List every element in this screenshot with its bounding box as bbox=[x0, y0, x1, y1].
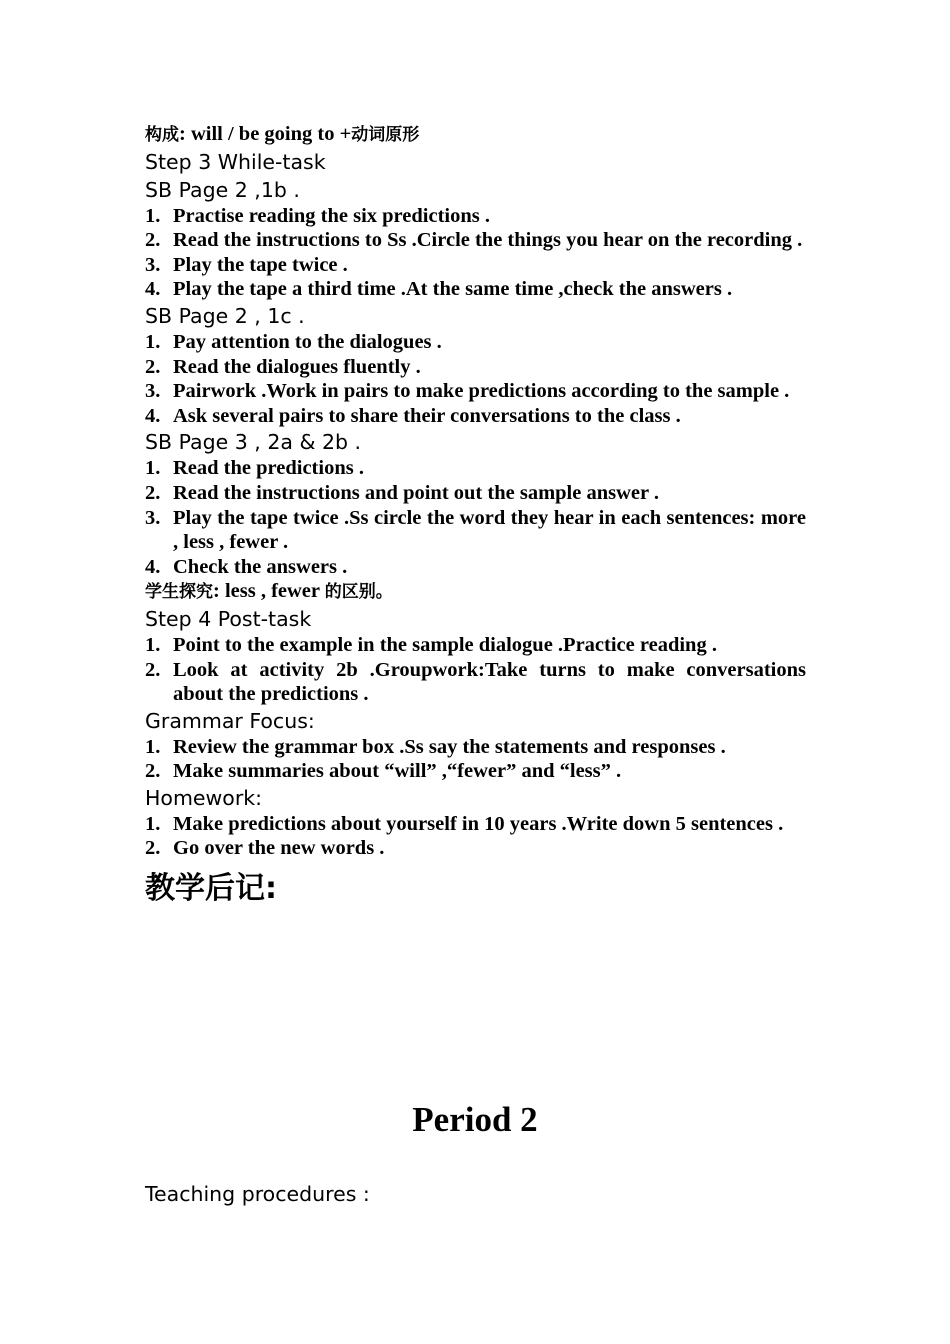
item-text: Make summaries about “will” ,“fewer” and “less” . bbox=[173, 760, 622, 783]
explore-text: : less , fewer bbox=[213, 580, 325, 603]
grammar-list bbox=[145, 735, 806, 784]
list-item bbox=[145, 555, 806, 580]
step4-heading: Step 4 Post-task bbox=[145, 606, 312, 631]
item-number: 1. bbox=[145, 633, 161, 656]
homework-heading: Homework: bbox=[145, 785, 263, 810]
item-text: Check the answers . bbox=[173, 555, 348, 578]
item-text: Review the grammar box .Ss say the statements and responses . bbox=[173, 735, 726, 758]
formation-label: 构成 bbox=[145, 125, 179, 145]
section-1b-list bbox=[145, 204, 806, 302]
item-number: 2. bbox=[145, 658, 161, 681]
list-item bbox=[145, 506, 806, 555]
item-text: Make predictions about yourself in 10 years .Write down 5 sentences . bbox=[173, 812, 784, 835]
item-text: Read the instructions to Ss .Circle the things you hear on the recording . bbox=[173, 229, 803, 252]
item-number: 2. bbox=[145, 760, 161, 783]
homework-list bbox=[145, 812, 806, 861]
item-number: 2. bbox=[145, 837, 161, 860]
section-2a-2b-list bbox=[145, 456, 806, 579]
formation-text: : will / be going to + bbox=[179, 123, 352, 145]
list-item bbox=[145, 456, 806, 481]
item-number: 3. bbox=[145, 380, 161, 403]
item-text: Ask several pairs to share their conversations to the class . bbox=[173, 404, 681, 427]
period-title: Period 2 bbox=[412, 1100, 538, 1139]
section-1c-heading: SB Page 2 , 1c . bbox=[145, 303, 305, 328]
list-item bbox=[145, 633, 806, 658]
list-item bbox=[145, 228, 806, 253]
item-number: 1. bbox=[145, 812, 161, 835]
item-number: 1. bbox=[145, 204, 161, 227]
section-2a-2b-heading: SB Page 3 , 2a & 2b . bbox=[145, 430, 362, 455]
item-text: Point to the example in the sample dialogue .Practice reading . bbox=[173, 633, 717, 656]
item-text: Look at activity 2b .Groupwork:Take turns to make conversations about the predictions . bbox=[173, 658, 806, 706]
item-text: Go over the new words . bbox=[173, 837, 385, 860]
item-text: Play the tape twice . bbox=[173, 253, 348, 276]
item-number: 2. bbox=[145, 229, 161, 252]
list-item bbox=[145, 481, 806, 506]
step4-list bbox=[145, 633, 806, 707]
item-number: 1. bbox=[145, 735, 161, 758]
item-number: 4. bbox=[145, 555, 161, 578]
grammar-heading: Grammar Focus: bbox=[145, 708, 315, 733]
item-text: Read the instructions and point out the sample answer . bbox=[173, 481, 659, 504]
explore-tail: 的区别。 bbox=[324, 582, 393, 603]
item-number: 2. bbox=[145, 355, 161, 378]
explore-label: 学生探究 bbox=[145, 582, 213, 603]
item-number: 3. bbox=[145, 506, 161, 529]
item-text: Play the tape a third time .At the same time ,check the answers . bbox=[173, 278, 733, 301]
step3-heading: Step 3 While-task bbox=[145, 149, 326, 174]
item-text: Read the predictions . bbox=[173, 457, 364, 480]
list-item bbox=[145, 330, 806, 355]
item-number: 1. bbox=[145, 330, 161, 353]
item-number: 1. bbox=[145, 457, 161, 480]
afterword-heading: 教学后记: bbox=[145, 871, 277, 907]
list-item bbox=[145, 404, 806, 429]
item-number: 3. bbox=[145, 253, 161, 276]
explore-line bbox=[145, 579, 806, 605]
item-number: 2. bbox=[145, 481, 161, 504]
list-item bbox=[145, 812, 806, 837]
section-1b-heading: SB Page 2 ,1b . bbox=[145, 177, 300, 202]
list-item bbox=[145, 759, 806, 784]
item-text: Read the dialogues fluently . bbox=[173, 355, 421, 378]
item-number: 4. bbox=[145, 278, 161, 301]
item-text: Practise reading the six predictions . bbox=[173, 204, 490, 227]
teaching-procedures-heading: Teaching procedures : bbox=[145, 1182, 370, 1206]
list-item bbox=[145, 204, 806, 229]
list-item bbox=[145, 355, 806, 380]
item-number: 4. bbox=[145, 404, 161, 427]
formation-line bbox=[145, 122, 806, 148]
section-1c-list bbox=[145, 330, 806, 428]
list-item bbox=[145, 277, 806, 302]
document-body bbox=[145, 122, 806, 909]
item-text: Pairwork .Work in pairs to make predictions according to the sample . bbox=[173, 380, 790, 403]
item-text: Play the tape twice .Ss circle the word they hear in each sentences: more , less , fewer . bbox=[173, 506, 806, 554]
list-item bbox=[145, 379, 806, 404]
formation-tail: 动词原形 bbox=[351, 125, 420, 145]
list-item bbox=[145, 735, 806, 760]
list-item bbox=[145, 658, 806, 707]
list-item bbox=[145, 253, 806, 278]
item-text: Pay attention to the dialogues . bbox=[173, 330, 442, 353]
list-item bbox=[145, 836, 806, 861]
